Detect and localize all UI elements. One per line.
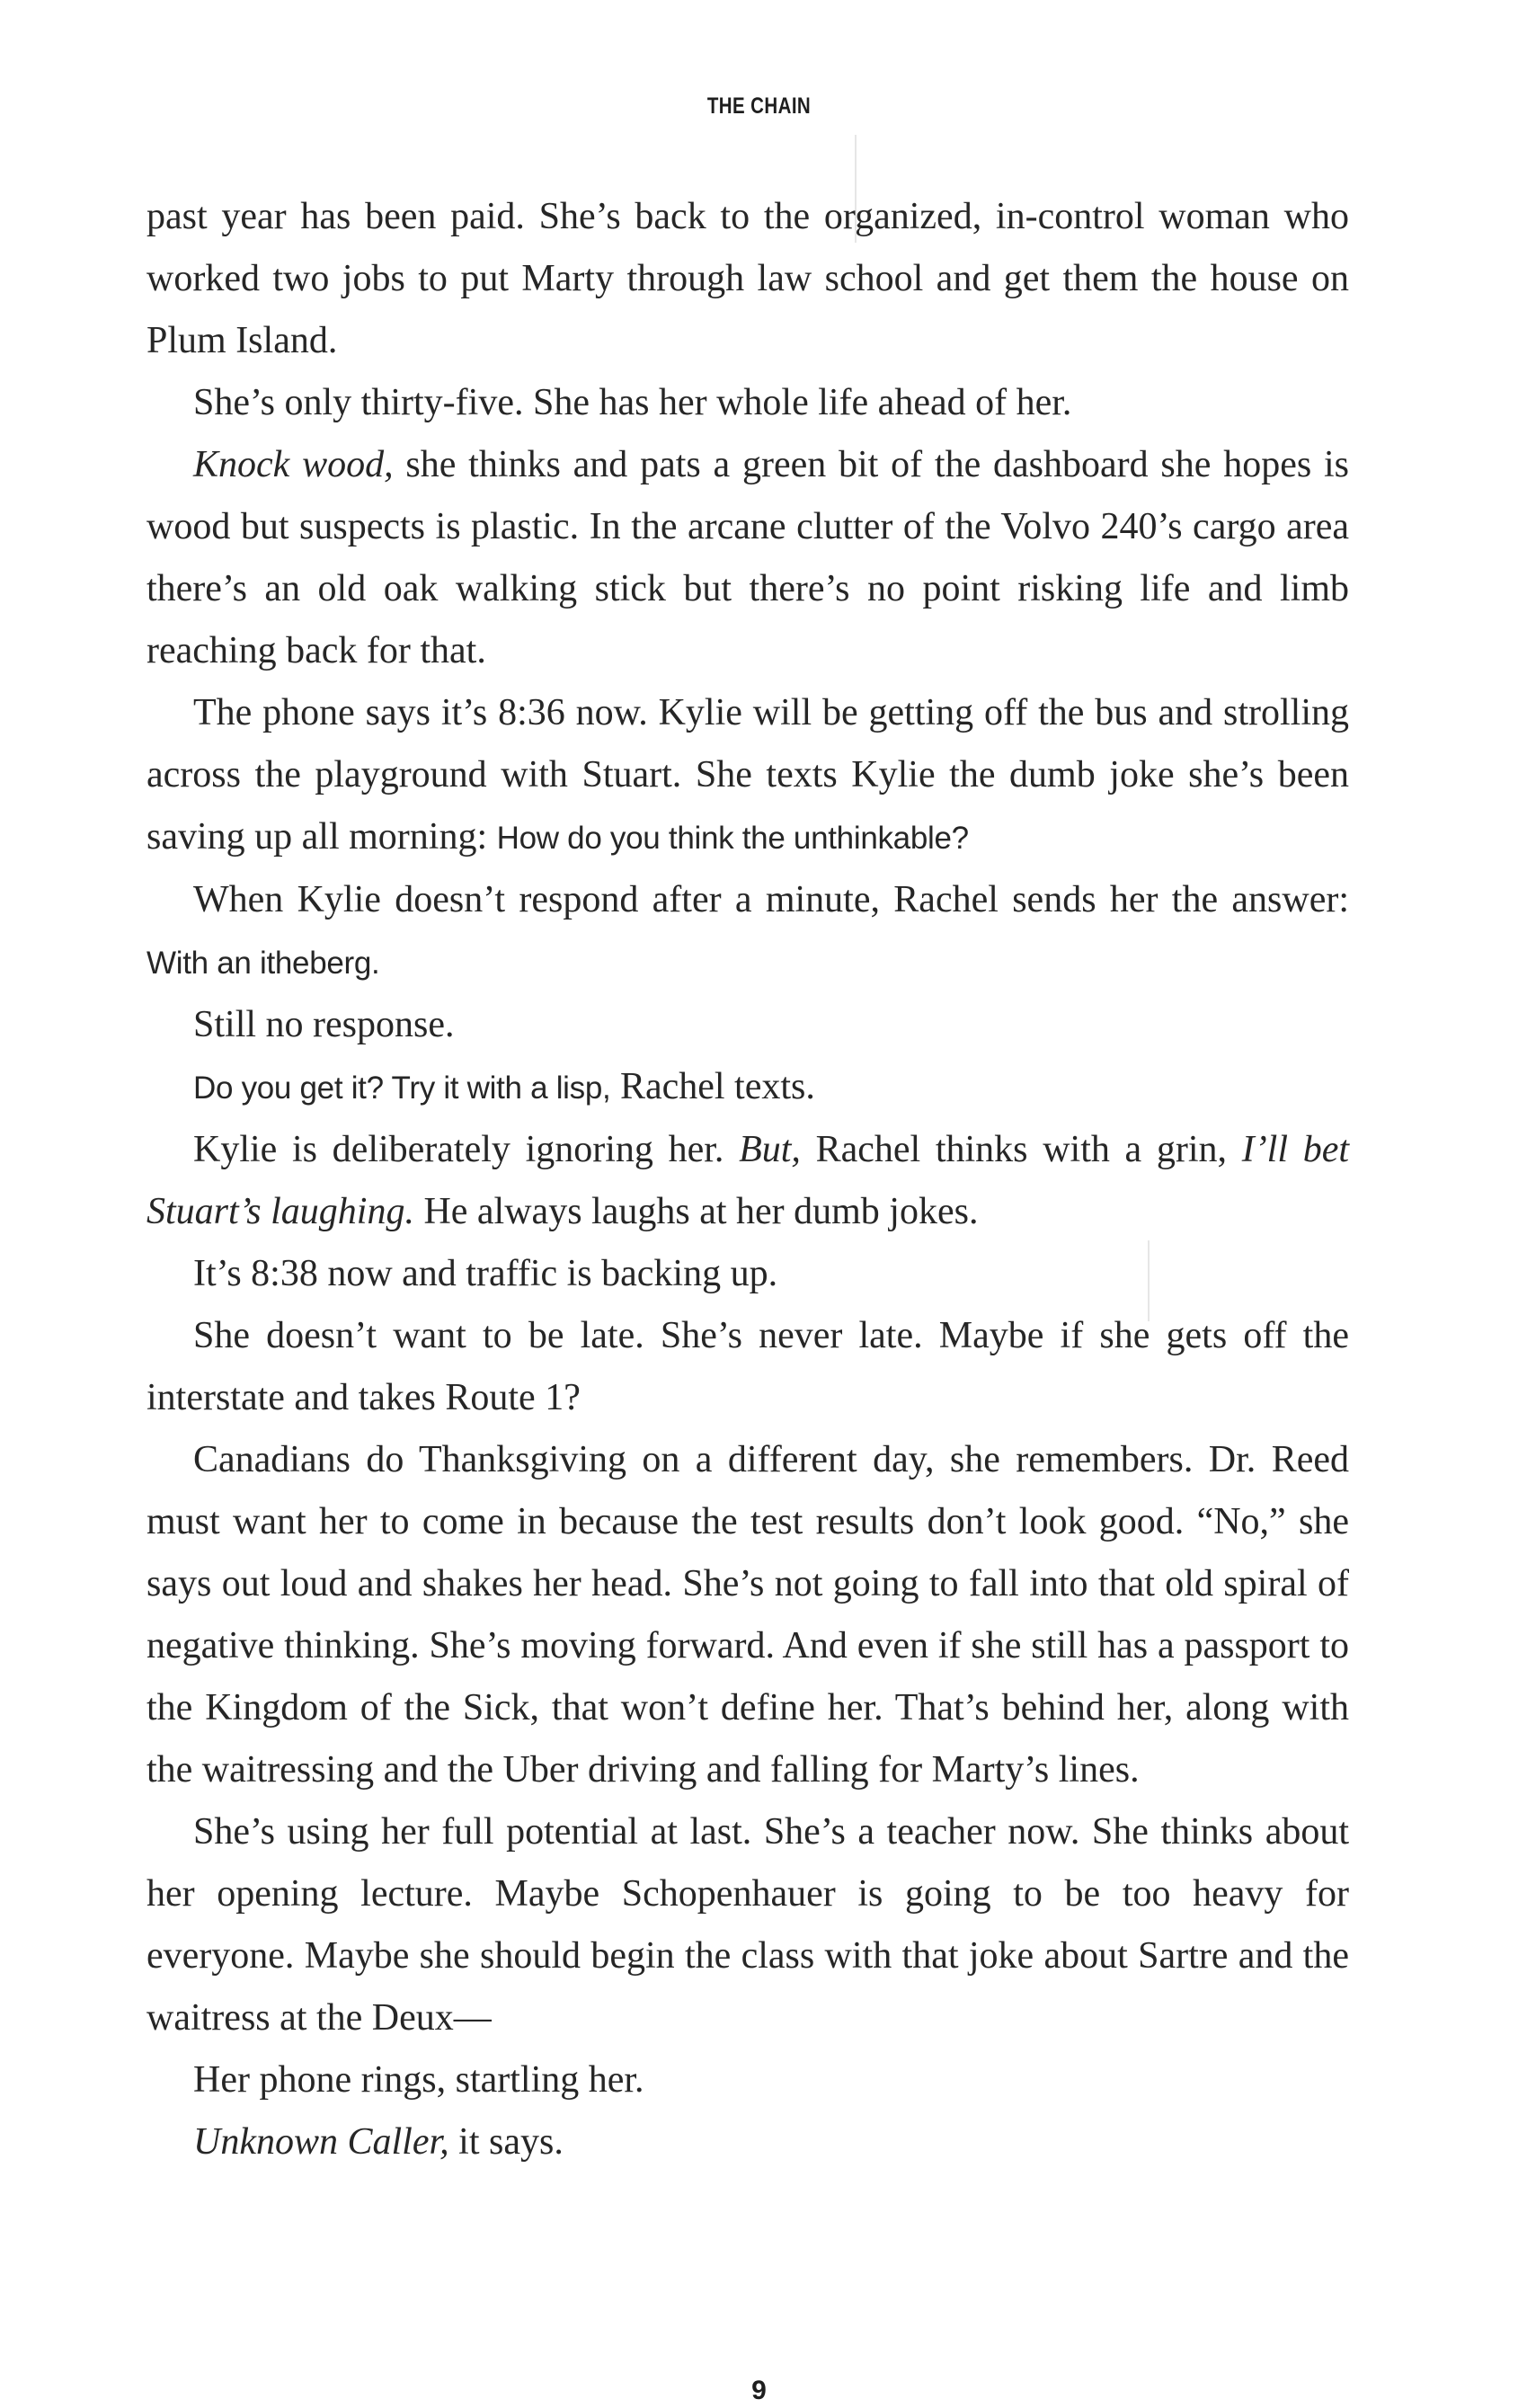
paragraph-12: She’s using her full potential at last. She’s a teacher now. She thinks about her opening lecture. Maybe Schopenhauer is going to be too heavy for everyone. Maybe she should begin the class with that joke about Sartre and the waitress at the Deux— xyxy=(146,1811,1349,2039)
paragraph-4 xyxy=(146,682,1349,869)
paragraph-11: Canadians do Thanksgiving on a different day, she remembers. Dr. Reed must want her to come in because the test results don’t look good. “No,” she says out loud and shakes her head. She’s not going to fall into that old spiral of negative thinking. She’s moving forward. And even if she still has a passport to the Kingdom of the Sick, that won’t define her. That’s behind her, along with the waitressing and the Uber driving and falling for Marty’s lines. xyxy=(146,1439,1349,1790)
paragraph-3 xyxy=(146,434,1349,682)
paragraph-8-text: Kylie is deliberately ignoring her. xyxy=(193,1129,740,1170)
paragraph-1: past year has been paid. She’s back to the organized, in-control woman who worked two jobs to put Marty through law school and get them the house on Plum Island. xyxy=(146,196,1349,361)
italic-phrase: Knock wood, xyxy=(193,444,394,485)
paragraph-8 xyxy=(146,1119,1349,1243)
text-message: With an itheberg. xyxy=(146,946,380,981)
paragraph-4-text: The phone says it’s 8:36 now. Kylie will be getting off the bus and strolling across the playground with Stuart. She texts Kylie the dumb joke she’s been saving up all morning: xyxy=(146,692,1349,857)
italic-phrase: Unknown Caller, xyxy=(193,2121,449,2163)
page-number: 9 xyxy=(751,2376,767,2405)
paragraph-14-text: it says. xyxy=(448,2121,564,2163)
paragraph-9: It’s 8:38 now and traffic is backing up. xyxy=(193,1253,778,1294)
paragraph-6: Still no response. xyxy=(193,1004,455,1045)
paragraph-13: Her phone rings, startling her. xyxy=(193,2059,644,2101)
paragraph-3-text: she thinks and pats a green bit of the dashboard she hopes is wood but suspects is plastic. In the arcane clutter of the Volvo 240’s cargo area there’s an old oak walking stick but there’s no point risking life and limb reaching back for that. xyxy=(146,444,1349,671)
paragraph-2: She’s only thirty-five. She has her whole life ahead of her. xyxy=(193,382,1072,423)
running-header: THE CHAIN xyxy=(706,93,812,119)
paragraph-5 xyxy=(146,869,1349,994)
paragraph-7-text: Rachel texts. xyxy=(610,1066,815,1107)
paragraph-10: She doesn’t want to be late. She’s never late. Maybe if she gets off the interstate and takes Route 1? xyxy=(146,1315,1349,1418)
paragraph-14 xyxy=(146,2111,1349,2173)
italic-phrase: But, xyxy=(739,1129,801,1170)
paragraph-8-text: He always laughs at her dumb jokes. xyxy=(413,1191,979,1232)
text-message: Do you get it? Try it with a lisp, xyxy=(193,1071,611,1106)
paragraph-8-text: Rachel thinks with a grin, xyxy=(800,1129,1242,1170)
italic-phrase: I’ll bet Stuart’s laughing. xyxy=(146,1129,1349,1232)
text-message: How do you think the unthinkable? xyxy=(496,821,969,856)
page-body xyxy=(146,186,1349,2173)
paragraph-5-text: When Kylie doesn’t respond after a minute, Rachel sends her the answer: xyxy=(193,879,1349,920)
paragraph-7 xyxy=(146,1056,1349,1119)
